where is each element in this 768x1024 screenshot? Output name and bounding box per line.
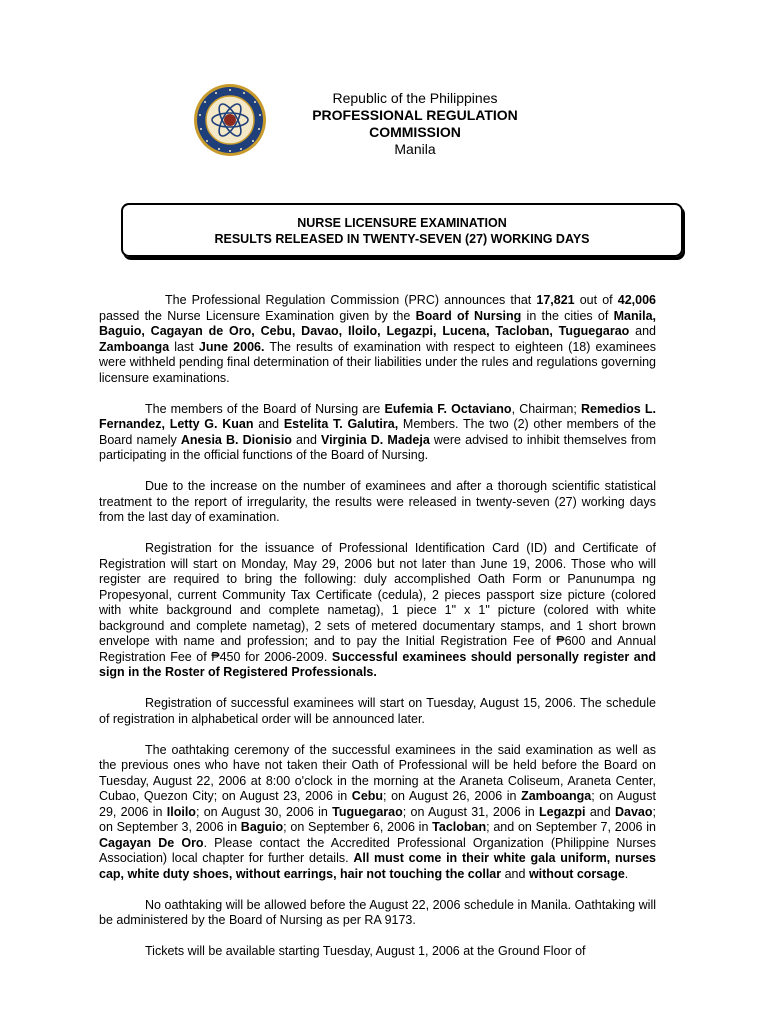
paragraph-oathtaking-schedule: The oathtaking ceremony of the successful examinees in the said examination as well as the previous ones who have not taken their Oath of Professional will be held before the Board on Tuesday, August 22, 2006 at 8:00 o'clock in the morning at the Araneta Coliseum, Araneta Center, Cubao, Quezon City; on August 23, 2006 in Cebu; on August 26, 2006 in Zamboanga; on August 29, 2006 in Iloilo; on August 30, 2006 in Tuguegarao; on August 31, 2006 in Legazpi and Davao; on September 3, 2006 in Baguio; on September 6, 2006 in Tacloban; and on September 7, 2006 in Cagayan De Oro. Please contact the Accredited Professional Organization (Philippine Nurses Association) local chapter for further details. All must come in their white gala uniform, nurses cap, white duty shoes, without earrings, hair not touching the collar and without corsage. [99, 742, 656, 881]
paragraph-registration-start: Registration of successful examinees will start on Tuesday, August 15, 2006. The schedule of registration in alphabetical order will be announced later. [99, 696, 656, 726]
prc-seal-logo [192, 82, 268, 158]
announcement-body [99, 293, 656, 975]
announcement-title-box [121, 203, 683, 257]
paragraph-registration-requirements: Registration for the issuance of Professional Identification Card (ID) and Certificate of Registration will start on Monday, May 29, 2006 but not later than June 19, 2006. Those who will register are required to bring the following: duly accomplished Oath Form or Panunumpa ng Propesyonal, current Community Tax Certificate (cedula), 2 pieces passport size picture (colored with white background and complete nametag), 1 piece 1" x 1" picture (colored with white background and complete nametag), 2 sets of metered documentary stamps, and 1 short brown envelope with name and profession; and to pay the Initial Registration Fee of ₱600 and Annual Registration Fee of ₱450 for 2006-2009. Successful examinees should personally register and sign in the Roster of Registered Professionals. [99, 541, 656, 679]
paragraph-tickets: Tickets will be available starting Tuesday, August 1, 2006 at the Ground Floor of [145, 944, 586, 958]
letterhead-city: Manila [394, 141, 436, 157]
paragraph-results: The Professional Regulation Commission (PRC) announces that 17,821 out of 42,006 passed the Nurse Licensure Examination given by the Board of Nursing in the cities of Manila, Baguio, Cagayan de Oro, Cebu, Davao, Iloilo, Legazpi, Lucena, Tacloban, Tuguegarao and Zamboanga last June 2006. The results of examination with respect to eighteen (18) examinees were withheld pending final determination of their liabilities under the rules and regulations governing licensure examinations. [99, 293, 656, 385]
letterhead [270, 90, 560, 158]
seal-core [224, 114, 236, 126]
letterhead-country: Republic of the Philippines [332, 90, 498, 106]
paragraph-release-period: Due to the increase on the number of examinees and after a thorough scientific statistical treatment to the report of irregularity, the results were released in twenty-seven (27) working days from the last day of examination. [99, 479, 656, 524]
letterhead-organization: PROFESSIONAL REGULATION COMMISSION [312, 107, 518, 140]
announcement-title-line1: NURSE LICENSURE EXAMINATION [297, 216, 507, 230]
paragraph-board-members: The members of the Board of Nursing are Eufemia F. Octaviano, Chairman; Remedios L. Fernandez, Letty G. Kuan and Estelita T. Galutira, Members. The two (2) other members of the Board namely Anesia B. Dionisio and Virginia D. Madeja were advised to inhibit themselves from participating in the official functions of the Board of Nursing. [99, 401, 657, 462]
announcement-title-line2: RESULTS RELEASED IN TWENTY-SEVEN (27) WORKING DAYS [214, 232, 590, 246]
paragraph-oathtaking-rule: No oathtaking will be allowed before the August 22, 2006 schedule in Manila. Oathtaking will be administered by the Board of Nursing as per RA 9173. [99, 897, 656, 927]
